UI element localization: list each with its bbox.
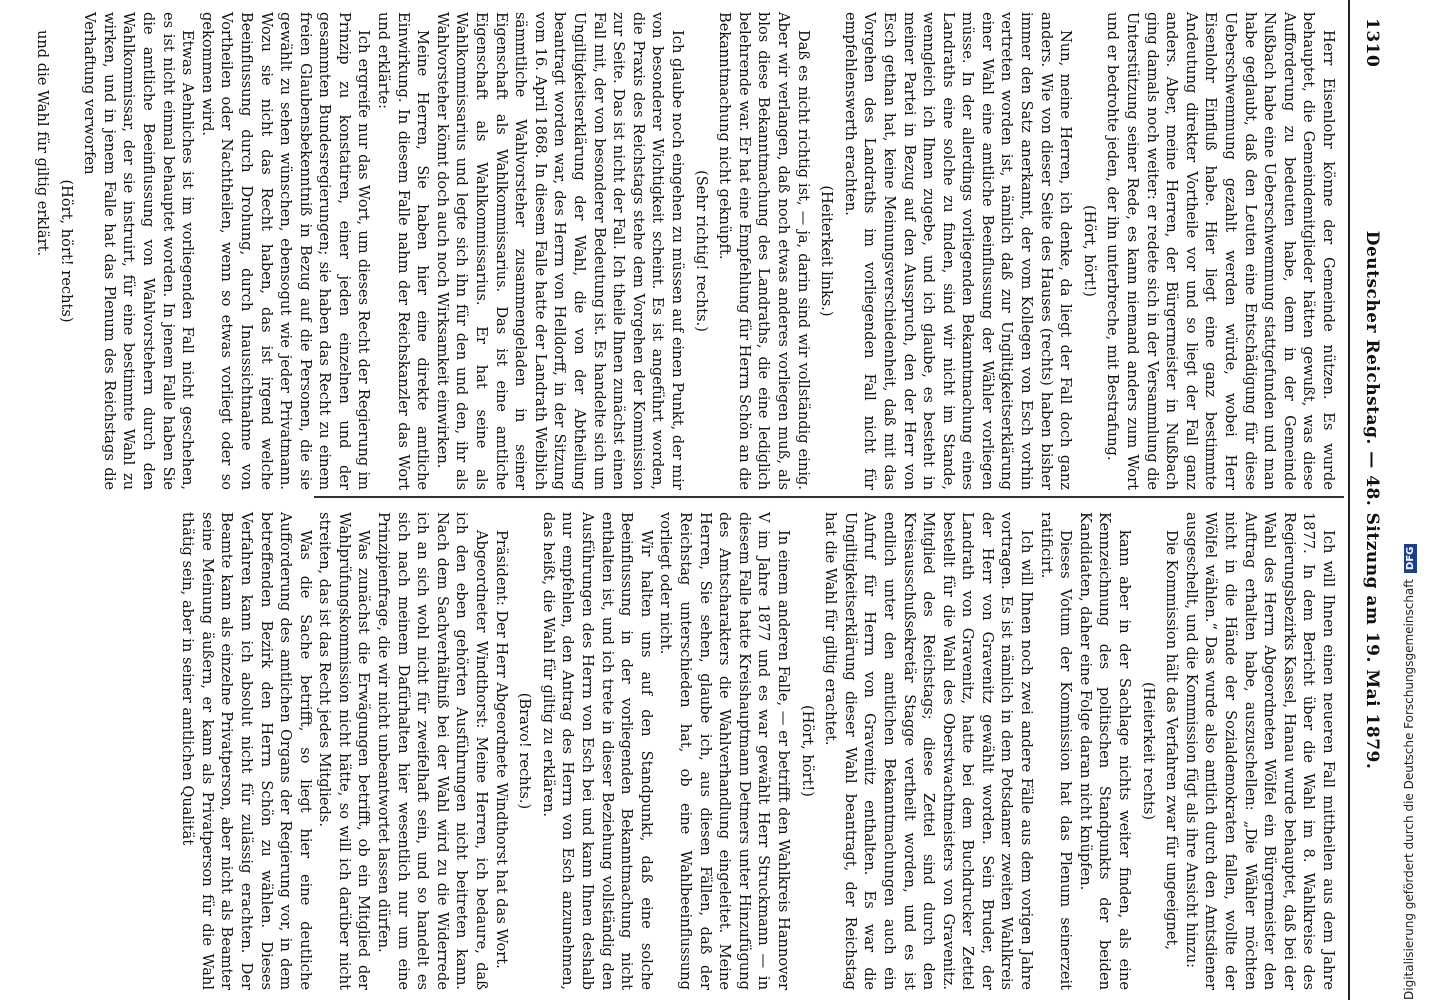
- paragraph: Herr Eisenlohr könne der Gemeinde nützen. Es wurde behauptet, die Gemeindemitglieder hätten gewußt, was diese Aufforderung zu bedeuten habe, denn in der Gemeinde Nußbach habe eine Ueberschwemmung stattgefunden und man habe geglaubt, daß den Leuten eine Entschädigung für diese Ueberschwemmung gezahlt werden würde, wobei Herr Eisenlohr Einfluß habe. Hier liegt eine ganz bestimmte Andeutung direkter Vortheile vor und so liegt der Fall ganz anders. Aber, meine Herren, der Bürgermeister in Nußbach ging damals noch weiter: er redete sich in der Versammlung die Unterstützung seiner Rede, es kann niemand anders zum Wort und er bedrohte jeden, der ihn unterbreche, mit Bestrafung.: [1104, 12, 1337, 490]
- paragraph: Meine Herren, Sie haben hier eine direkte amtliche Einwirkung. In diesem Falle nahm der Reichskanzler das Wort und erklärte:: [375, 12, 432, 490]
- interjection: (Heiterkeit rechts): [1139, 681, 1157, 821]
- paragraph: Dieses Votum der Kommission hat das Plenum seinerzeit ratificirt.: [1037, 512, 1075, 990]
- paragraph: Abgeordneter Windthorst: Meine Herren, ich bedaure, daß ich den eben gehörten Ausführungen nicht beitreten kann. Nach dem Sachverhältniß bei der Wahl wird zu die Widerrede ich an sich wohl nicht für zweifelhaft sein, und so handelt es sich nach meinem Dafürhalten hier wesentlich nur um eine Prinzipienfrage, die wir nicht unbeantwortet lassen dürfen.: [375, 512, 491, 990]
- digitization-note-text: Digitalisierung gefördert durch die Deutsche Forschungsgemeinschaft: [1402, 578, 1416, 1000]
- interjection: (Hört, hört!): [798, 705, 816, 797]
- paragraph: und die Wahl für giltig erklärt.: [34, 30, 51, 257]
- right-column: [178, 512, 1338, 990]
- interjection: (Heiterkeit links.): [818, 185, 836, 317]
- paragraph: Was die Sache betrifft, so liegt hier eine deutliche Aufforderung des amtlichen Organs der Regierung vor, in dem betreffenden Bezirk den Herrn Schön zu wählen. Dieses Verfahren kann ich absolut nicht für zulässig erachten. Der Beamte kann als einzelne Privatperson, aber nicht als Beamter seine Meinung äußern, er kann als Privatperson für die Wahl thätig sein, aber in seiner amtlichen Qualität: [179, 512, 314, 990]
- digitization-note: [1402, 544, 1417, 1000]
- paragraph: Daß es nicht richtig ist, — ja, darin sind wir vollständig einig. Aber wir verlangen, daß noch etwas anderes vorliegen muß, als blos diese Bekanntmachung des Landraths, die eine lediglich belehrende war. Er hat eine Empfehlung für Herrn Schön an die Bekanntmachung nicht geknüpft.: [716, 12, 812, 490]
- interjection: (Hört, hört!): [1080, 205, 1098, 297]
- paragraph: Ich will Ihnen einen neueren Fall mittheilen aus dem Jahre 1877. In dem Bericht über die Wahl im 8. Wahlkreise des Regierungsbezirks Kassel, Hanau wurde behauptet, daß bei der Wahl des Herrn Abgeordneten Wölfel ein Bürgermeister den Auftrag erhalten habe, auszuschellen: „Die Wähler möchten nicht in die Hände der Sozialdemokraten fallen, wollte der Wölfel wählen.“ Das wurde also amtlich durch den Amtsdiener ausgeschellt, und die Kommission fügt als ihre Ansicht hinzu:: [1182, 512, 1337, 990]
- running-title: Deutscher Reichstag. — 48. Sitzung am 19. Mai 1879.: [1362, 230, 1382, 770]
- paragraph: Ich ergreife nur das Wort, um dieses Recht der Regierung im Prinzip zu konstatiren, einer jeden einzelnen und der gesammten Bundesregierungen; sie haben das Recht zu einem freien Glaubensbekenntniß in Bezug auf die Personen, die sie gewählt zu sehen wünschen, ebensogut wie jeder Privatmann. Wozu sie nicht das Recht haben, das ist irgend welche Beeinflussung durch Drohung, durch Inaussichtnahme von Vortheilen oder Nachtheilen, wenn so etwas vorliegt oder so gekommen wird.: [198, 12, 373, 490]
- running-header: [1352, 0, 1382, 1000]
- paragraph: Etwas Aehnliches ist im vorliegenden Fall nicht geschehen, es ist nicht einmal behauptet worden. In jenem Falle haben Sie die amtliche Beeinflussung von Wahlvorstehern durch den Wahlkommissar, der sie instruirt, für eine bestimmte Wahl zu wirken, und in jenem Falle hat das Plenum des Reichstags die Verhaftung verworfen: [81, 12, 197, 490]
- paragraph: kann aber in der Sachlage nichts weiter finden, als eine Kennzeichnung des politischen Standpunkts der beiden Kandidaten, daher eine Folge daran nicht knüpfen.: [1076, 512, 1134, 990]
- paragraph: Ich will Ihnen noch zwei andere Fälle aus dem vorigen Jahre vortragen. Es ist nämlich in dem Potsdamer zweiten Wahlkreis der Herr von Gravenitz gewählt worden. Sein Bruder, der Landrath von Gravenitz, hatte bei dem Buchdrucker Zettel bestellt für die Wahl des Oberstwachtmeisters von Gravenitz. Mitglied des Reichstags; diese Zettel sind durch den Kreisausschußsekretär Stagge vertheilt worden, und es ist endlich unter den amtlichen Bekanntmachungen auch ein Aufruf für Herrn von Gravenitz enthalten. Es war die Ungiltigkeitserklärung dieser Wahl beantragt, der Reichstag hat die Wahl für giltig erachtet.: [822, 512, 1036, 990]
- dfg-logo: DFG: [1404, 544, 1417, 573]
- paragraph: Präsident: Der Herr Abgeordnete Windthorst hat das Wort.: [492, 530, 510, 969]
- interjection: (Bravo! rechts.): [516, 692, 534, 810]
- paragraph: Ich glaube noch eingehen zu müssen auf einen Punkt, der mir von besonderer Wichtigkeit scheint. Es ist angeführt worden, die Praxis des Reichstags stehe dem Vorgehen der Kommission zur Seite. Das ist nicht der Fall. Ich theile Ihnen zunächst einen Fall mit, der von besonderer Bedeutung ist. Es handelte sich um Ungiltigkeitserklärung der Wahl, die von der Abtheilung beantragt worden war, des Herrn von Helldorff, in der Sitzung vom 16. April 1868. In diesem Falle hatte der Landrath Weiblich sämmtliche Wahlvorsteher zusammengeladen in seiner Eigenschaft als Wahlkommissarius. Das ist eine amtliche Eigenschaft als Wahlkommissarius. Er hat seine als Wahlkommissarius und legte sich ihn für den und den, ihr als Wahlvorsteher könnt doch auch noch Wirksamkeit einwirken.: [433, 12, 686, 490]
- interjection: (Hört, hört! rechts): [57, 179, 75, 323]
- header-rule: [1348, 0, 1350, 1000]
- left-column: [32, 12, 1338, 490]
- interjection: (Sehr richtig! rechts.): [692, 170, 710, 332]
- paragraph: In einem anderen Falle, — er betrifft den Wahlkreis Hannover V im Jahre 1877 und es war gewählt Herr Struckmann — in diesem Falle hatte Kreishauptmann Detmers unter Hinzufügung des Amtscharakters die Wahlverhandlung eingeleitet. Meine Herren, Sie sehen, glaube ich, aus diesen Fällen, daß der Reichstag unterschieden hat, ob eine Wahlbeeinflussung vorliegt oder nicht.: [657, 512, 792, 990]
- paragraph: Wir halten uns auf den Standpunkt, daß eine solche Beeinflussung in der vorliegenden Bekanntmachung nicht enthalten ist, und ich trete in dieser Beziehung vollständig den Ausführungen des Herrn von Esch bei und kann Ihnen deshalb nur empfehlen, den Antrag des Herrn von Esch anzunehmen, das heißt, die Wahl für giltig zu erklären.: [539, 512, 655, 990]
- paragraph: Die Kommission hält das Verfahren zwar für ungeeignet,: [1163, 530, 1181, 951]
- paragraph: Nun, meine Herren, ich denke, da liegt der Fall doch ganz anders. Wie von dieser Seite des Hauses (rechts) haben bisher immer den Satz anerkannt, der vom Kollegen von Esch vorhin vertreten worden ist, nämlich daß zur Ungiltigkeitserklärung einer Wahl eine amtliche Beeinflussung der Wähler vorliegen müsse. In der allerdings vorliegenden Bekanntmachung eines Landraths eine solche zu finden, sind wir nicht im Stande, wenngleich ich Ihnen zugebe, und ich glaube, es besteht in meiner Partei in Bezug auf den Ausspruch, den der Herr von Esch gethan hat, keine Meinungsverschiedenheit, daß mit das Vorgehen des Landraths im vorliegenden Fall nicht für empfehlenswerth erachten.: [841, 12, 1075, 490]
- page-number: 1310: [1362, 18, 1382, 68]
- column-divider: [314, 496, 1344, 498]
- paragraph: Was zunächst die Erwägungen betrifft, ob ein Mitglied der Wahlprüfungskommission nicht hätte, so will ich darüber nicht streiten, das ist das Recht jedes Mitglieds.: [316, 512, 373, 990]
